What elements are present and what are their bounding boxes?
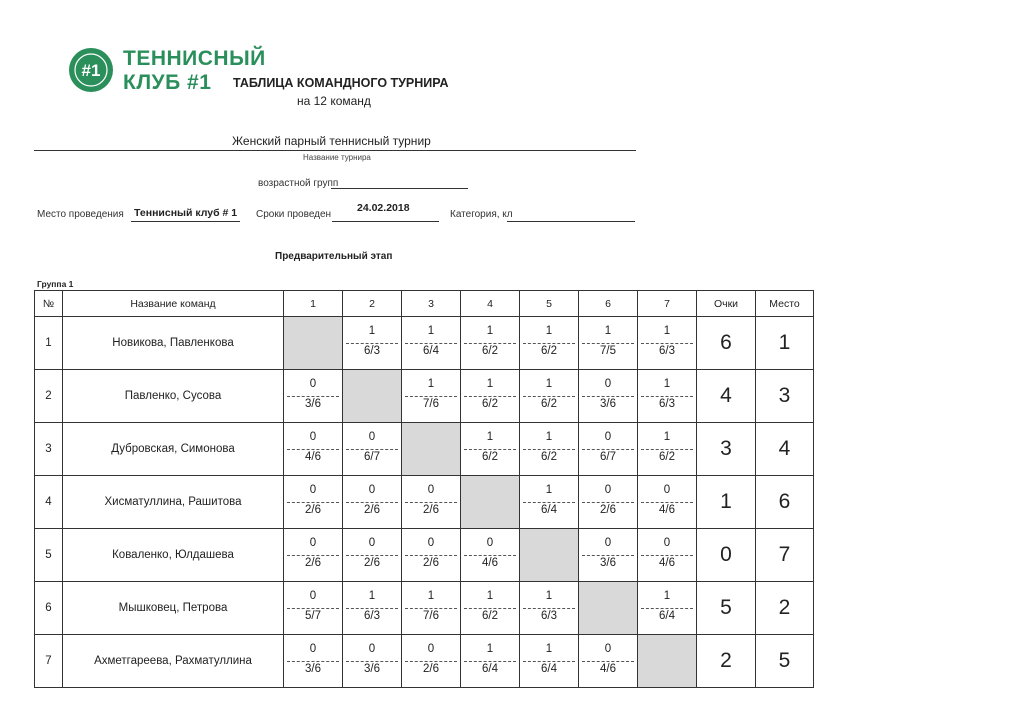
match-result-cell — [579, 529, 638, 582]
match-win-flag: 0 — [309, 537, 317, 549]
match-win-flag: 0 — [663, 484, 671, 496]
team-points: 4 — [697, 370, 756, 423]
match-win-flag: 0 — [663, 537, 671, 549]
match-score: 6/7 — [600, 451, 616, 463]
self-match-cell — [284, 317, 343, 370]
match-result-cell — [638, 423, 697, 476]
match-result-cell — [461, 529, 520, 582]
team-number: 5 — [35, 529, 63, 582]
group-title: Группа 1 — [37, 279, 74, 289]
match-score: 2/6 — [600, 504, 616, 516]
match-score: 6/3 — [364, 345, 380, 357]
match-score: 6/3 — [659, 398, 675, 410]
match-result-cell — [638, 370, 697, 423]
match-result-cell — [461, 582, 520, 635]
team-place: 1 — [756, 317, 814, 370]
team-number: 4 — [35, 476, 63, 529]
match-score: 4/6 — [305, 451, 321, 463]
team-name: Новикова, Павленкова — [63, 317, 284, 370]
match-result-cell — [520, 370, 579, 423]
match-win-flag: 1 — [604, 325, 612, 337]
team-number: 3 — [35, 423, 63, 476]
self-match-cell — [638, 635, 697, 688]
dates-label: Сроки проведен — [256, 209, 332, 220]
team-points: 5 — [697, 582, 756, 635]
table-header-row — [35, 291, 814, 317]
match-win-flag: 1 — [427, 590, 435, 602]
match-win-flag: 1 — [663, 590, 671, 602]
table-row — [35, 476, 814, 529]
match-win-flag: 0 — [486, 537, 494, 549]
match-result-cell — [284, 423, 343, 476]
team-number: 6 — [35, 582, 63, 635]
match-score: 2/6 — [364, 557, 380, 569]
dates-line — [332, 221, 439, 222]
match-score: 3/6 — [600, 557, 616, 569]
match-result-cell — [520, 476, 579, 529]
match-result-cell — [579, 476, 638, 529]
match-win-flag: 1 — [663, 431, 671, 443]
match-result-cell — [284, 582, 343, 635]
tournament-name: Женский парный теннисный турнир — [232, 134, 431, 148]
team-place: 7 — [756, 529, 814, 582]
header-points: Очки — [697, 291, 756, 317]
match-score: 6/2 — [541, 345, 557, 357]
match-win-flag: 0 — [309, 431, 317, 443]
match-score: 6/3 — [541, 610, 557, 622]
header-opponent: 3 — [402, 291, 461, 317]
match-result-cell — [461, 317, 520, 370]
match-score: 6/4 — [541, 663, 557, 675]
match-score: 5/7 — [305, 610, 321, 622]
match-win-flag: 0 — [309, 484, 317, 496]
team-number: 1 — [35, 317, 63, 370]
match-score: 7/6 — [423, 398, 439, 410]
match-win-flag: 0 — [604, 378, 612, 390]
table-row — [35, 317, 814, 370]
match-win-flag: 1 — [486, 643, 494, 655]
team-place: 5 — [756, 635, 814, 688]
team-name: Павленко, Сусова — [63, 370, 284, 423]
match-score: 2/6 — [305, 504, 321, 516]
match-win-flag: 0 — [604, 537, 612, 549]
match-score: 6/2 — [482, 398, 498, 410]
match-score: 6/4 — [482, 663, 498, 675]
team-points: 3 — [697, 423, 756, 476]
match-score: 4/6 — [659, 504, 675, 516]
match-score: 4/6 — [659, 557, 675, 569]
match-win-flag: 1 — [427, 378, 435, 390]
match-result-cell — [461, 370, 520, 423]
age-group-label: возрастной групп — [258, 178, 339, 189]
venue-line — [131, 221, 240, 222]
match-win-flag: 0 — [309, 378, 317, 390]
match-result-cell — [343, 582, 402, 635]
team-name: Мышковец, Петрова — [63, 582, 284, 635]
match-result-cell — [284, 529, 343, 582]
match-win-flag: 1 — [545, 431, 553, 443]
match-score: 7/6 — [423, 610, 439, 622]
match-result-cell — [284, 370, 343, 423]
team-place: 4 — [756, 423, 814, 476]
header-opponent: 6 — [579, 291, 638, 317]
match-win-flag: 0 — [604, 484, 612, 496]
match-score: 2/6 — [423, 557, 439, 569]
match-result-cell — [343, 317, 402, 370]
match-win-flag: 1 — [368, 590, 376, 602]
match-result-cell — [284, 635, 343, 688]
match-result-cell — [520, 317, 579, 370]
venue-label: Место проведения — [37, 209, 124, 220]
logo-line-2: КЛУБ #1 — [123, 71, 212, 94]
match-result-cell — [579, 635, 638, 688]
match-win-flag: 1 — [486, 325, 494, 337]
table-row — [35, 582, 814, 635]
team-place: 3 — [756, 370, 814, 423]
header-opponent: 5 — [520, 291, 579, 317]
match-win-flag: 1 — [663, 378, 671, 390]
match-win-flag: 0 — [427, 643, 435, 655]
team-points: 1 — [697, 476, 756, 529]
match-result-cell — [520, 423, 579, 476]
match-win-flag: 1 — [663, 325, 671, 337]
team-name: Дубровская, Симонова — [63, 423, 284, 476]
match-result-cell — [402, 529, 461, 582]
match-result-cell — [520, 582, 579, 635]
category-label: Категория, кл — [450, 209, 513, 220]
match-result-cell — [579, 317, 638, 370]
header-opponent: 2 — [343, 291, 402, 317]
tournament-name-caption: Название турнира — [303, 153, 371, 162]
match-result-cell — [343, 476, 402, 529]
match-score: 2/6 — [364, 504, 380, 516]
logo-line-1: ТЕННИСНЫЙ — [123, 47, 266, 70]
team-points: 6 — [697, 317, 756, 370]
match-win-flag: 0 — [309, 643, 317, 655]
match-win-flag: 1 — [545, 590, 553, 602]
table-row — [35, 370, 814, 423]
self-match-cell — [402, 423, 461, 476]
match-result-cell — [638, 317, 697, 370]
match-win-flag: 0 — [309, 590, 317, 602]
match-result-cell — [402, 635, 461, 688]
match-result-cell — [638, 476, 697, 529]
match-score: 3/6 — [305, 663, 321, 675]
self-match-cell — [579, 582, 638, 635]
match-result-cell — [402, 370, 461, 423]
team-name: Хисматуллина, Рашитова — [63, 476, 284, 529]
header-num: № — [35, 291, 63, 317]
svg-text:#1: #1 — [81, 61, 101, 80]
match-score: 6/2 — [482, 345, 498, 357]
header-name: Название команд — [63, 291, 284, 317]
match-result-cell — [343, 529, 402, 582]
match-win-flag: 0 — [427, 484, 435, 496]
club-logo-emblem — [68, 47, 114, 93]
match-score: 3/6 — [305, 398, 321, 410]
header-opponent: 1 — [284, 291, 343, 317]
match-score: 2/6 — [423, 663, 439, 675]
match-result-cell — [461, 635, 520, 688]
match-score: 6/4 — [423, 345, 439, 357]
match-score: 6/2 — [482, 451, 498, 463]
document-title: ТАБЛИЦА КОМАНДНОГО ТУРНИРА — [233, 76, 449, 90]
match-score: 3/6 — [600, 398, 616, 410]
table-row — [35, 423, 814, 476]
match-win-flag: 1 — [545, 484, 553, 496]
match-score: 7/5 — [600, 345, 616, 357]
team-name: Коваленко, Юлдашева — [63, 529, 284, 582]
match-win-flag: 1 — [545, 325, 553, 337]
match-result-cell — [343, 635, 402, 688]
match-win-flag: 1 — [486, 378, 494, 390]
match-score: 6/4 — [541, 504, 557, 516]
header-opponent: 4 — [461, 291, 520, 317]
match-score: 6/3 — [659, 345, 675, 357]
table-row — [35, 529, 814, 582]
match-score: 4/6 — [600, 663, 616, 675]
match-score: 6/2 — [541, 451, 557, 463]
match-score: 2/6 — [423, 504, 439, 516]
match-score: 6/4 — [659, 610, 675, 622]
results-table — [34, 290, 814, 688]
tournament-name-line — [34, 150, 636, 151]
header-opponent: 7 — [638, 291, 697, 317]
age-group-line — [331, 188, 468, 189]
self-match-cell — [520, 529, 579, 582]
match-win-flag: 1 — [486, 590, 494, 602]
match-win-flag: 0 — [368, 537, 376, 549]
match-win-flag: 0 — [368, 431, 376, 443]
match-result-cell — [638, 529, 697, 582]
match-score: 6/3 — [364, 610, 380, 622]
match-result-cell — [579, 370, 638, 423]
match-score: 3/6 — [364, 663, 380, 675]
match-result-cell — [402, 317, 461, 370]
team-name: Ахметгареева, Рахматуллина — [63, 635, 284, 688]
match-result-cell — [343, 423, 402, 476]
table-row — [35, 635, 814, 688]
match-win-flag: 0 — [368, 643, 376, 655]
match-result-cell — [638, 582, 697, 635]
match-win-flag: 1 — [545, 378, 553, 390]
match-result-cell — [520, 635, 579, 688]
match-win-flag: 0 — [604, 431, 612, 443]
match-score: 6/7 — [364, 451, 380, 463]
self-match-cell — [343, 370, 402, 423]
match-result-cell — [579, 423, 638, 476]
match-result-cell — [402, 476, 461, 529]
stage-title: Предварительный этап — [275, 251, 393, 262]
match-win-flag: 1 — [486, 431, 494, 443]
match-score: 4/6 — [482, 557, 498, 569]
match-score: 6/2 — [659, 451, 675, 463]
team-points: 0 — [697, 529, 756, 582]
match-score: 6/2 — [482, 610, 498, 622]
team-number: 2 — [35, 370, 63, 423]
team-place: 2 — [756, 582, 814, 635]
match-score: 2/6 — [305, 557, 321, 569]
match-win-flag: 1 — [545, 643, 553, 655]
match-win-flag: 1 — [427, 325, 435, 337]
team-points: 2 — [697, 635, 756, 688]
match-result-cell — [284, 476, 343, 529]
venue-value: Теннисный клуб # 1 — [134, 207, 238, 219]
document-subtitle: на 12 команд — [297, 94, 371, 108]
header-place: Место — [756, 291, 814, 317]
team-number: 7 — [35, 635, 63, 688]
dates-value: 24.02.2018 — [357, 202, 410, 214]
match-win-flag: 0 — [604, 643, 612, 655]
self-match-cell — [461, 476, 520, 529]
match-win-flag: 0 — [368, 484, 376, 496]
category-line — [507, 221, 635, 222]
match-win-flag: 0 — [427, 537, 435, 549]
match-score: 6/2 — [541, 398, 557, 410]
team-place: 6 — [756, 476, 814, 529]
match-win-flag: 1 — [368, 325, 376, 337]
match-result-cell — [402, 582, 461, 635]
match-result-cell — [461, 423, 520, 476]
